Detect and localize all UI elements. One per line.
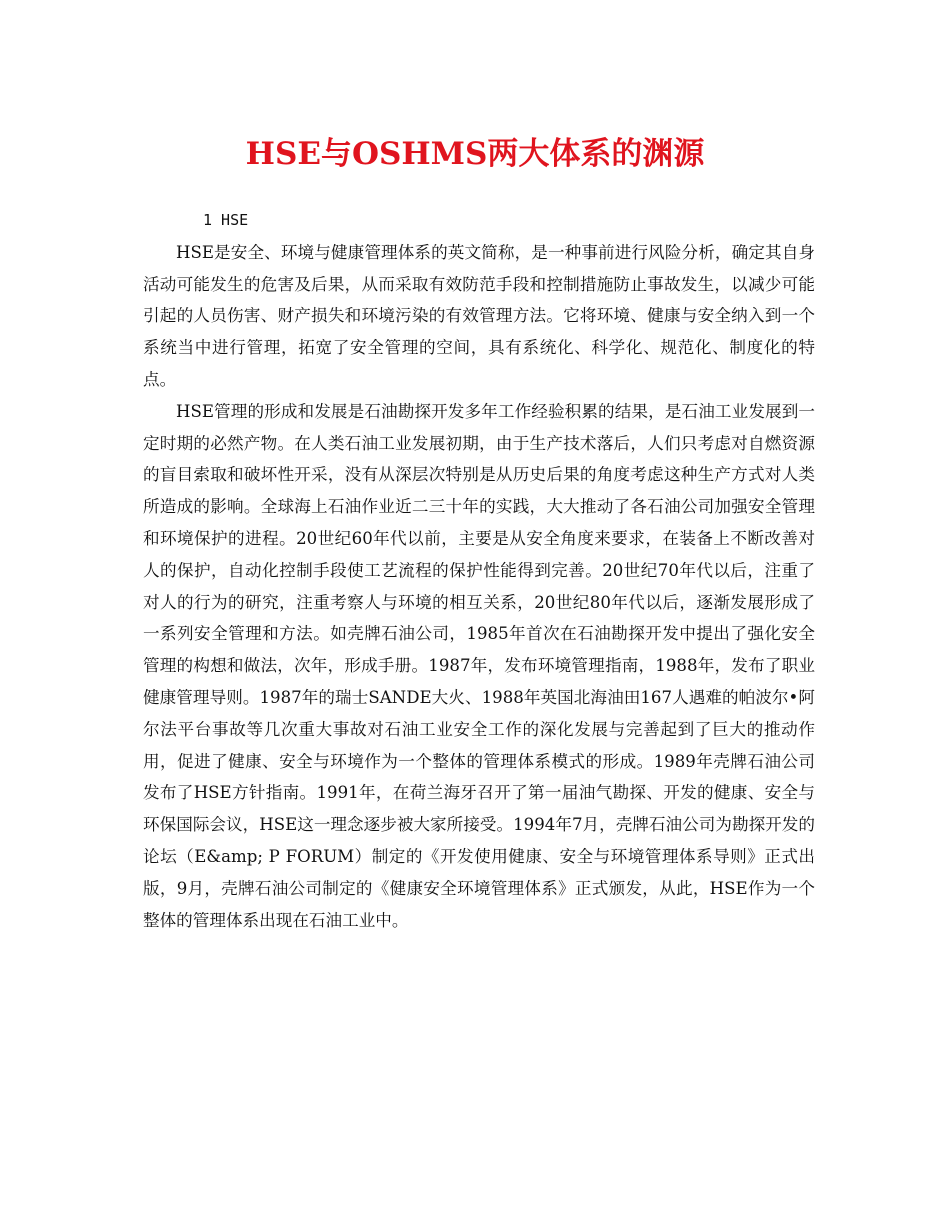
page-title: HSE与OSHMS两大体系的渊源 — [245, 136, 705, 172]
document-body — [143, 205, 815, 936]
paragraph-history: HSE管理的形成和发展是石油勘探开发多年工作经验积累的结果，是石油工业发展到一定时期的必然产物。在人类石油工业发展初期，由于生产技术落后，人们只考虑对自燃资源的盲目索取和破坏性开采，没有从深层次特别是从历史后果的角度考虑这种生产方式对人类所造成的影响。全球海上石油作业近二三十年的实践，大大推动了各石油公司加强安全管理和环境保护的进程。20世纪60年代以前，主要是从安全角度来要求，在装备上不断改善对人的保护，自动化控制手段使工艺流程的保护性能得到完善。20世纪70年代以后，注重了对人的行为的研究，注重考察人与环境的相互关系，20世纪80年代以后，逐渐发展形成了一系列安全管理和方法。如壳牌石油公司，1985年首次在石油勘探开发中提出了强化安全管理的构想和做法，次年，形成手册。1987年，发布环境管理指南，1988年，发布了职业健康管理导则。1987年的瑞士SANDE大火、1988年英国北海油田167人遇难的帕波尔•阿尔法平台事故等几次重大事故对石油工业安全工作的深化发展与完善起到了巨大的推动作用，促进了健康、安全与环境作为一个整体的管理体系模式的形成。1989年壳牌石油公司发布了HSE方针指南。1991年，在荷兰海牙召开了第一届油气勘探、开发的健康、安全与环保国际会议，HSE这一理念逐步被大家所接受。1994年7月，壳牌石油公司为勘探开发的论坛（E&amp; P FORUM）制定的《开发使用健康、安全与环境管理体系导则》正式出版，9月，壳牌石油公司制定的《健康安全环境管理体系》正式颁发，从此，HSE作为一个整体的管理体系出现在石油工业中。 — [143, 401, 815, 930]
paragraph-intro: HSE是安全、环境与健康管理体系的英文简称，是一种事前进行风险分析，确定其自身活动可能发生的危害及后果，从而采取有效防范手段和控制措施防止事故发生，以减少可能引起的人员伤害、财产损失和环境污染的有效管理方法。它将环境、健康与安全纳入到一个系统当中进行管理，拓宽了安全管理的空间，具有系统化、科学化、规范化、制度化的特点。 — [143, 242, 815, 389]
section-heading: 1 HSE — [203, 211, 249, 229]
